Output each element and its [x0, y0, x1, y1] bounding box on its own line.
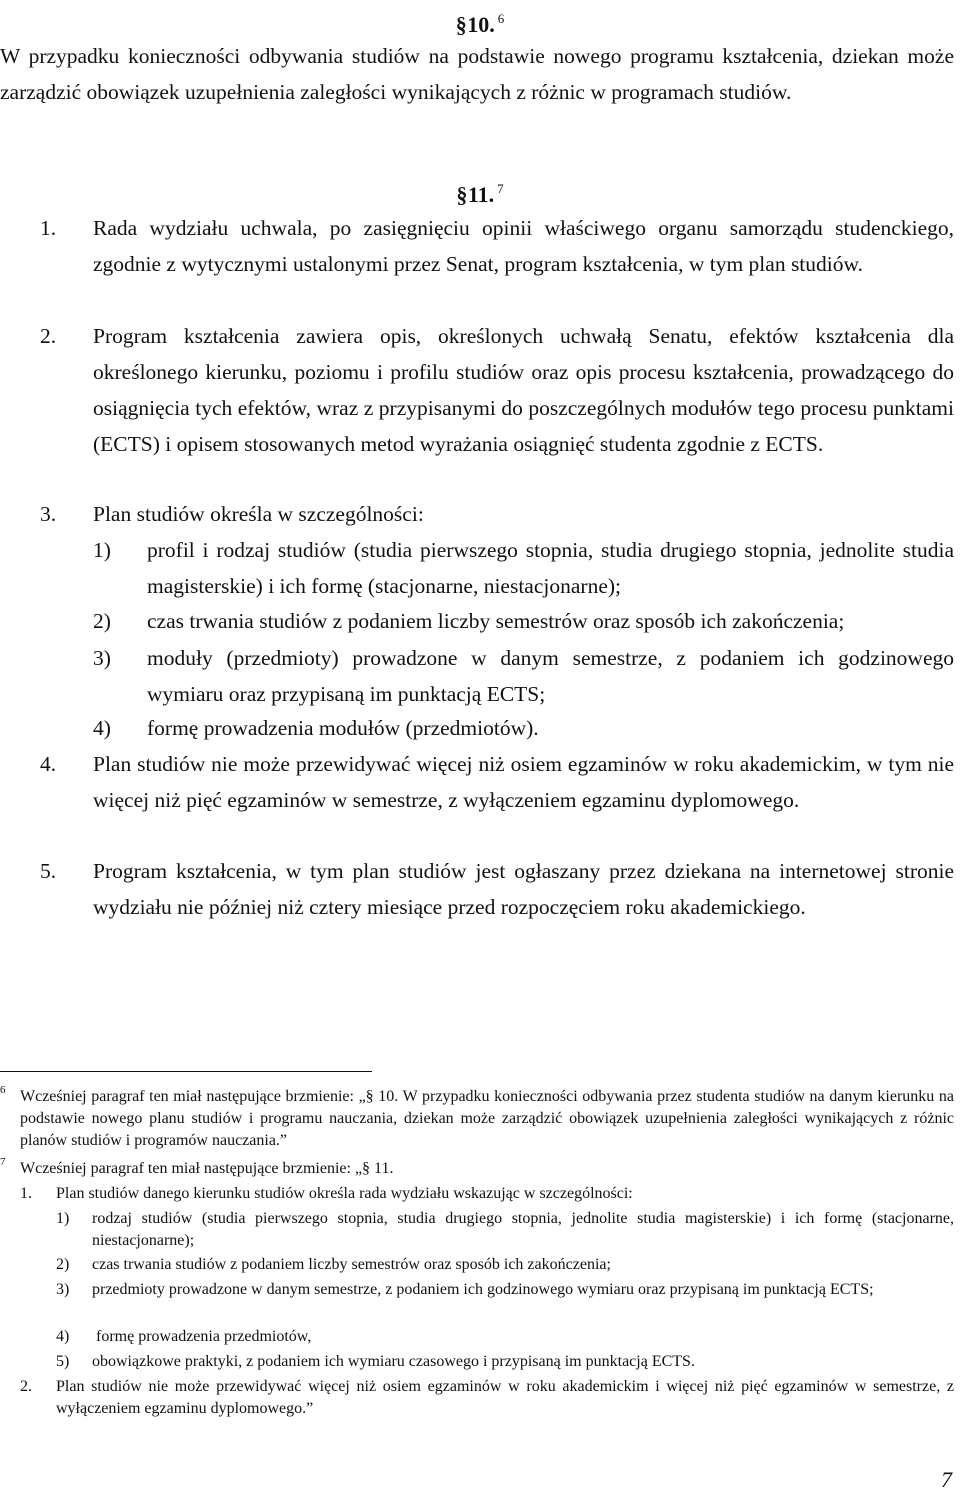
item-text: Program kształcenia, w tym plan studiów jest ogłaszany przez dziekana na internetowej stronie wydziału nie później niż cztery miesiące przed rozpoczęciem roku akademickiego.: [93, 859, 954, 919]
footnote-item-text: Plan studiów danego kierunku studiów określa rada wydziału wskazując w szczególności:: [56, 1185, 633, 1202]
subitem-text: moduły (przedmioty) prowadzone w danym semestrze, z podaniem ich godzinowego wymiaru oraz przypisaną im punktacją ECTS;: [147, 646, 954, 706]
subitem-number: 3): [93, 646, 111, 670]
footnote-text: Wcześniej paragraf ten miał następujące brzmienie: „§ 11.: [20, 1160, 394, 1177]
footnote-subitem-number: 4): [56, 1328, 70, 1345]
item-text: Plan studiów nie może przewidywać więcej niż osiem egzaminów w roku akademickim, w tym nie więcej niż pięć egzaminów w semestrze, z wyłączeniem egzaminu dyplomowego.: [93, 752, 954, 812]
footnote-reference: 7: [497, 181, 504, 196]
footnote-subitem-number: 3): [56, 1281, 70, 1298]
item-number: 5.: [40, 859, 57, 883]
item-text: Plan studiów określa w szczególności:: [93, 502, 424, 526]
item-number: 1.: [40, 216, 57, 240]
footnote-subitem-text: formę prowadzenia przedmiotów,: [92, 1328, 312, 1345]
section-number: 10.: [467, 12, 495, 37]
footnote-subitem-text: czas trwania studiów z podaniem liczby semestrów oraz sposób ich zakończenia;: [92, 1256, 611, 1273]
footnote-item-number: 2.: [20, 1378, 32, 1395]
item-text: Program kształcenia zawiera opis, określonych uchwałą Senatu, efektów kształcenia dla określonego kierunku, poziomu i profilu studiów oraz opis procesu kształcenia, prowadzącego do osiągnięcia tych efektów, wraz z przypisanymi do poszczególnych modułów tego procesu punktami (ECTS) i opisem stosowanych metod wyrażania osiągnięć studenta zgodnie z ECTS.: [93, 324, 954, 456]
footnote-separator: [0, 1071, 372, 1072]
subitem-number: 1): [93, 538, 111, 562]
section-sign: [456, 10, 462, 40]
subitem-number: 2): [93, 609, 111, 633]
page-number: 7: [941, 1467, 952, 1492]
subitem-text: czas trwania studiów z podaniem liczby semestrów oraz sposób ich zakończenia;: [147, 609, 845, 633]
section-10-paragraph: W przypadku konieczności odbywania studiów na podstawie nowego programu kształcenia, dziekan może zarządzić obowiązek uzupełnienia zaległości wynikających z różnic w programach studiów.: [0, 44, 954, 104]
section-sign: [456, 180, 462, 210]
footnote-text: Wcześniej paragraf ten miał następujące brzmienie: „§ 10. W przypadku konieczności odbywania przez studenta studiów na danym kierunku na podstawie nowego planu studiów i programu nauczania, dziekan może zarządzić obowiązek uzupełnienia zaległości wynikających z różnic planów studiów i programów nauczania.”: [20, 1088, 954, 1149]
footnote-subitem-number: 1): [56, 1210, 70, 1227]
subitem-text: formę prowadzenia modułów (przedmiotów).: [147, 716, 539, 740]
subitem-text: profil i rodzaj studiów (studia pierwszego stopnia, studia drugiego stopnia, jednolite studia magisterskie) i ich formę (stacjonarne, niestacjonarne);: [147, 538, 954, 598]
item-number: 3.: [40, 502, 57, 526]
footnote-item-text: Plan studiów nie może przewidywać więcej niż osiem egzaminów w roku akademickim i więcej niż pięć egzaminów w semestrze, z wyłączeniem egzaminu dyplomowego.”: [56, 1378, 954, 1417]
item-number: 2.: [40, 324, 57, 348]
footnote-subitem-text: rodzaj studiów (studia pierwszego stopnia, studia drugiego stopnia, jednolite studia magisterskie) i ich formę (stacjonarne, niestacjonarne);: [92, 1210, 954, 1249]
section-heading-10: [0, 4, 960, 40]
section-number: 11.: [467, 182, 495, 207]
item-number: 4.: [40, 752, 57, 776]
footnote-subitem-number: 5): [56, 1353, 70, 1370]
footnote-mark: 6: [0, 1084, 6, 1096]
footnote-mark: 7: [0, 1156, 6, 1168]
footnote-subitem-text: obowiązkowe praktyki, z podaniem ich wymiaru czasowego i przypisaną im punktacją ECTS.: [92, 1353, 695, 1370]
footnote-reference: 6: [497, 11, 505, 26]
subitem-number: 4): [93, 716, 111, 740]
item-text: Rada wydziału uchwala, po zasięgnięciu opinii właściwego organu samorządu studenckiego, zgodnie z wytycznymi ustalonymi przez Senat, program kształcenia, w tym plan studiów.: [93, 216, 954, 276]
footnote-item-number: 1.: [20, 1185, 32, 1202]
footnote-subitem-number: 2): [56, 1256, 70, 1273]
section-heading-11: [0, 174, 960, 210]
footnote-subitem-text: przedmioty prowadzone w danym semestrze, z podaniem ich godzinowego wymiaru oraz przypisaną im punktacją ECTS;: [92, 1281, 874, 1298]
